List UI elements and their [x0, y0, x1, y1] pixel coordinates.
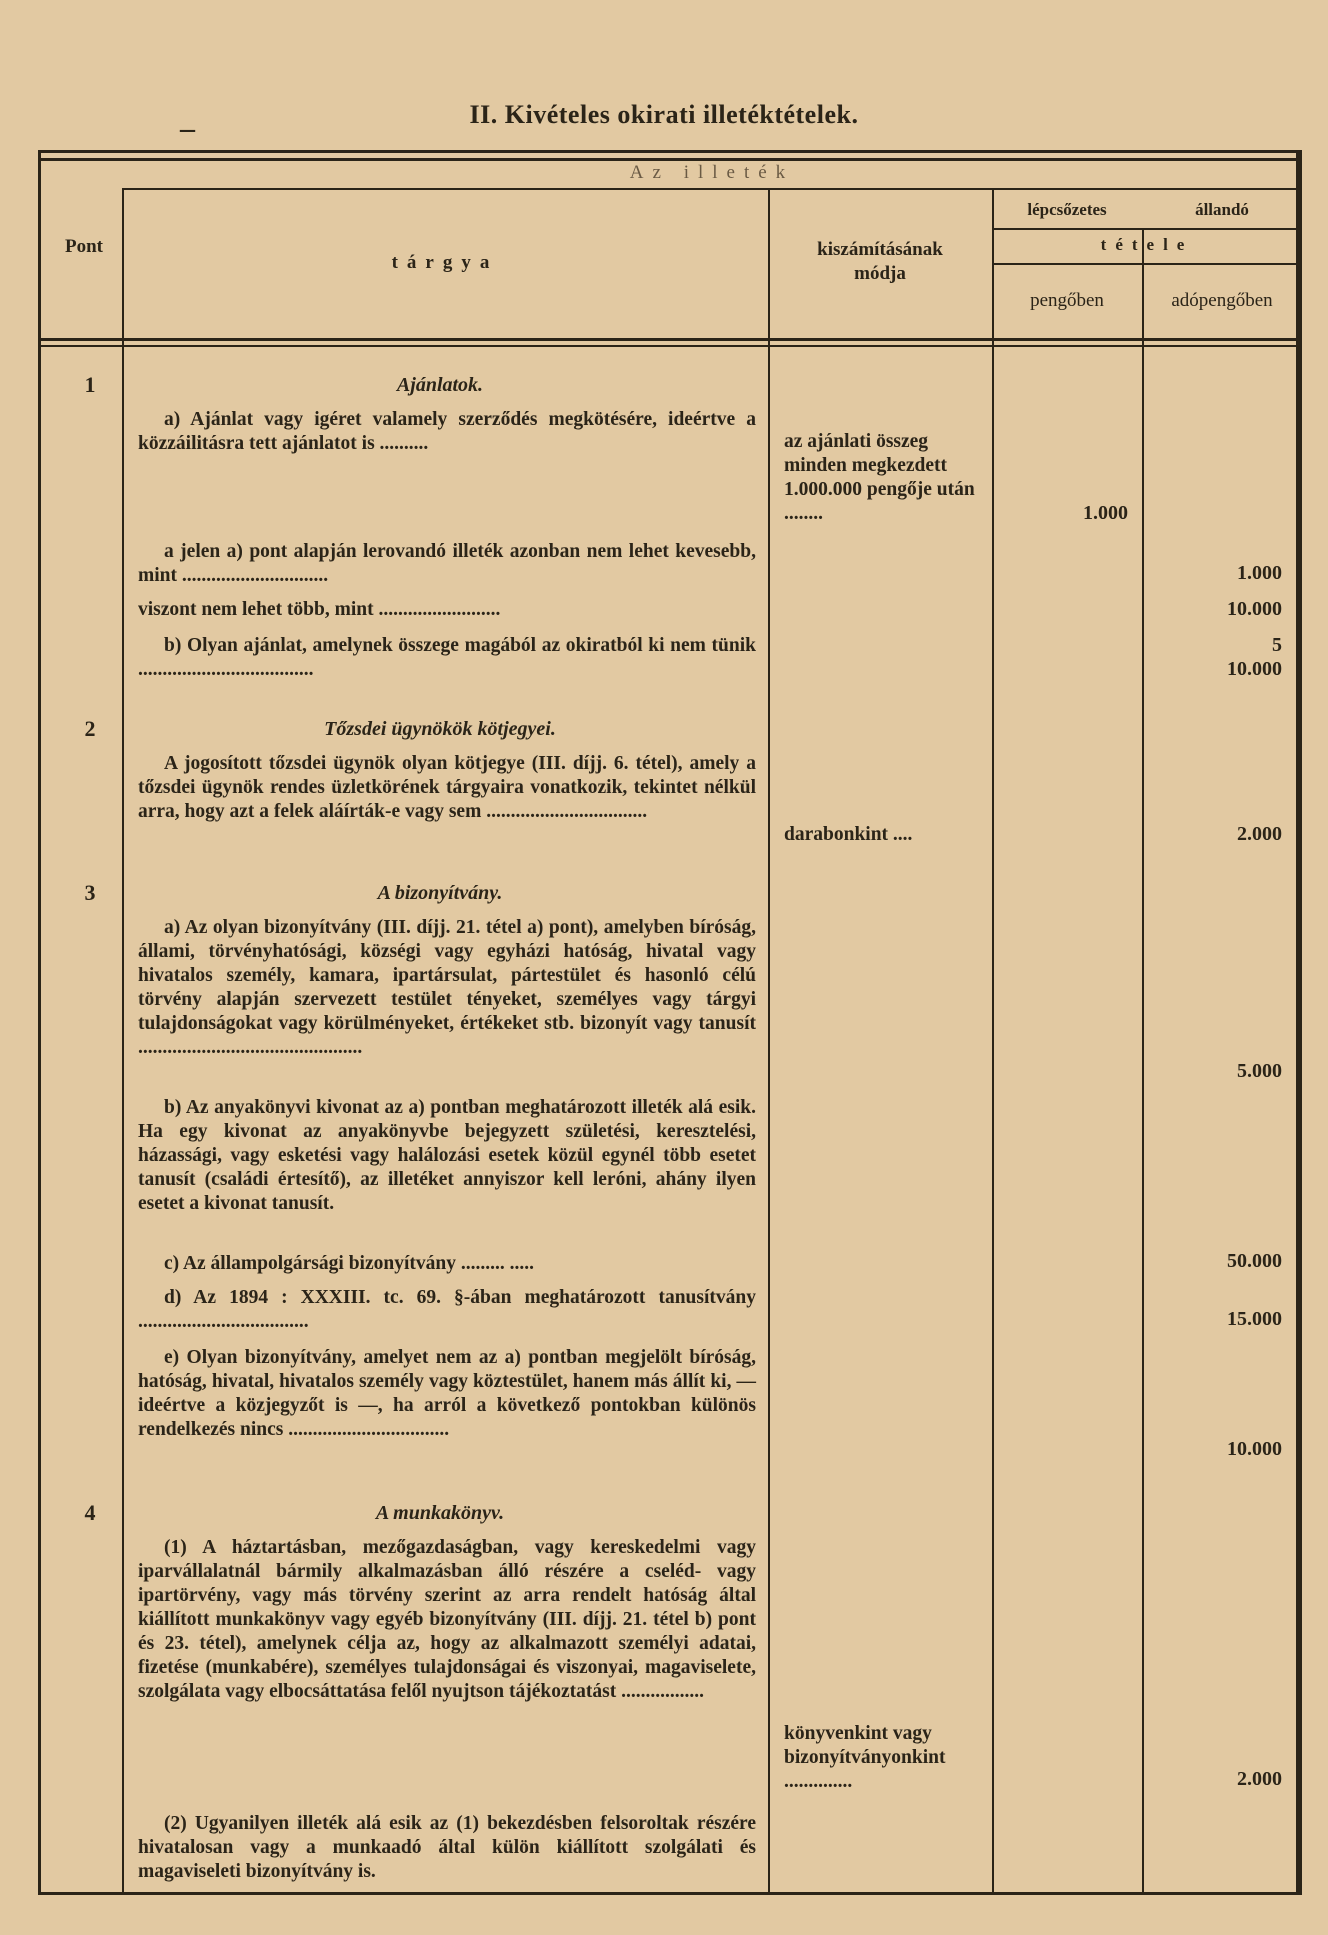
section-1b-value-2: 10.000: [1227, 658, 1282, 680]
header-pengoben: pengőben: [1030, 290, 1104, 311]
section-number: 4: [84, 1500, 96, 1525]
section-4-p1-text: (1) A háztartásban, mezőgazdaságban, vagy kereskedelmi vagy iparvállalatnál bármily alkalmazásban álló részére a cseléd- vagy ipartörvény, vagy más törvény szerint az arra rendelt hatóság által kiállított munkakönyv vagy egyéb bizonyítvány (III. díjj. 21. tétel b) pont és 23. tétel), amelynek célja az, hogy az alkalmazott személyi adatai, fizetése (munkabére), személyes tulajdonságai és viszonyai, magaviselete, szolgálata vagy elbocsáttatása felől nyujtson tájékoztatást .................: [138, 1537, 756, 1702]
section-1a-value: 1.000: [1083, 502, 1128, 524]
section-3d-text: d) Az 1894 : XXXIII. tc. 69. §-ában meghatározott tanusítvány ...................................: [138, 1287, 756, 1332]
section-heading: Tőzsdei ügynökök kötjegyei.: [324, 718, 556, 740]
section-4-p2-text: (2) Ugyanilyen illeték alá esik az (1) bekezdésben felsoroltak részére hivatalosan vagy a munkaadó által külön kiállított szolgálati és magaviseleti bizonyítvány is.: [138, 1813, 756, 1882]
section-1b-text: b) Olyan ajánlat, amelynek összege magából az okiratból ki nem tünik ....................................: [138, 635, 756, 680]
section-2-text: A jogosított tőzsdei ügynök olyan kötjegye (III. díjj. 6. tétel), amely a tőzsdei ügynök rendes üzletkörének tárgyaira vonatkozik, tekintet nélkül arra, hogy azt a felek aláírták-e vagy sem .................................: [138, 753, 756, 822]
section-heading: A bizonyítvány.: [377, 882, 503, 904]
section-heading: Ajánlatok.: [396, 374, 484, 396]
section-4-p1-value: 2.000: [1237, 1768, 1282, 1790]
section-3e-text: e) Olyan bizonyítvány, amelyet nem az a) pontban megjelölt bíróság, hatóság, hivatal, hivatalos személy vagy köztestület, hanem más állít ki, — ideértve a közjegyzőt is —, ha arról a következő pontokban különös rendelkezés nincs .................................: [138, 1347, 756, 1440]
tetele-rule: [992, 263, 1302, 265]
section-3d-value: 15.000: [1227, 1308, 1282, 1330]
section-number: 2: [84, 716, 96, 741]
header-tetele: tétele: [1100, 235, 1194, 254]
az-illetek-rule: [122, 188, 1302, 190]
section-3e-value: 10.000: [1227, 1438, 1282, 1460]
section-1-min-text: a jelen a) pont alapján lerovandó illeték azonban nem lehet kevesebb, mint ..............................: [138, 541, 756, 586]
pengoben-column-rule: [1142, 228, 1144, 1895]
section-2-mode: darabonkint ....: [784, 824, 913, 845]
section-2-value: 2.000: [1237, 823, 1282, 845]
section-1a-text: a) Ajánlat vagy igéret valamely szerződés megkötésére, ideértve a közzáilitásra tett ajánlatot is ..........: [138, 409, 756, 454]
section-heading: A munkakönyv.: [375, 1502, 505, 1524]
header-targya: tárgya: [391, 252, 499, 273]
page-dash: –: [180, 112, 195, 145]
section-1b-value-1: 5: [1272, 634, 1282, 656]
targya-column-rule: [768, 188, 770, 1895]
section-number: 3: [84, 880, 96, 905]
header-adopengoben: adópengőben: [1171, 290, 1273, 311]
section-3a-value: 5.000: [1237, 1060, 1282, 1082]
section-1a-mode: az ajánlati összeg minden megkezdett 1.000.000 pengője után ........: [784, 431, 975, 524]
section-4-p1-mode: könyvenkint vagy bizonyítványonkint ..............: [784, 1723, 946, 1792]
section-1-max-value: 10.000: [1227, 598, 1282, 620]
header-kiszamitas: kiszámításának módja: [817, 239, 943, 284]
header-top-rule: [38, 158, 1302, 161]
pont-column-rule: [122, 188, 124, 1895]
section-3c-text: c) Az állampolgársági bizonyítvány ......... .....: [164, 1253, 534, 1274]
header-allando: állandó: [1195, 200, 1249, 219]
section-3a-text: a) Az olyan bizonyítvány (III. díjj. 21. tétel a) pont), amelyben bíróság, állami, törvényhatósági, községi vagy egyházi hatóság, hivatal vagy hivatalos személy, kamara, ipartársulat, pártestület és hasonló célú törvény alapján szervezett testület tényeket, személyes vagy tárgyi tulajdonságokat vagy körülményeket, értékeket stb. bizonyít vagy tanusít ..............................................: [138, 917, 756, 1058]
section-3c-value: 50.000: [1227, 1250, 1282, 1272]
mode-column-rule: [992, 188, 994, 1895]
header-bottom-rule-2: [38, 345, 1302, 347]
header-bottom-rule: [38, 338, 1302, 341]
lepcsozetes-rule: [992, 228, 1302, 230]
page-title: II. Kivételes okirati illetéktételek.: [469, 100, 859, 129]
header-lepcsozetes: lépcsőzetes: [1027, 200, 1107, 219]
section-3b-text: b) Az anyakönyvi kivonat az a) pontban meghatározott illeték alá esik. Ha egy kivonat az anyakönyvbe bejegyzett születési, keresztelési, házassági, vagy esketési vagy halálozási esetek közül egynél több esetet tanusít (családi értesítő), az illetéket annyiszor kell leróni, ahány ilyen esetet a kivonat tanusít.: [138, 1097, 756, 1214]
section-number: 1: [84, 372, 96, 397]
header-az-illetek: Az illeték: [629, 162, 795, 183]
header-pont: Pont: [65, 236, 103, 257]
section-1-min-value: 1.000: [1237, 562, 1282, 584]
section-1-max-text: viszont nem lehet több, mint .........................: [138, 599, 501, 620]
